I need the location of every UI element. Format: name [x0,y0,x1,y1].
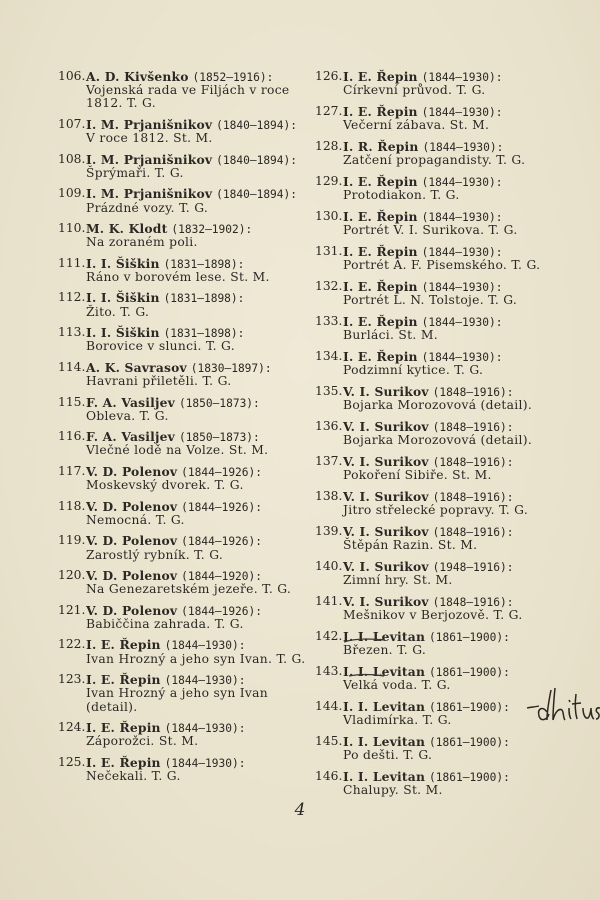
artist-name: I. E. Řepin [86,754,161,770]
artwork-title: Žito. T. G. [86,304,150,319]
catalog-entry [58,70,308,111]
catalog-entry [58,396,308,423]
artist-name: A. K. Savrasov [86,359,187,375]
artwork-title: Velká voda. T. G. [343,678,451,693]
catalog-entry [315,105,565,132]
entry-number: 141. [315,594,343,608]
artwork-title: Večerní zábava. St. M. [343,118,490,133]
artist-dates: (1831—1898): [163,327,245,341]
artist-name: I. I. Levitan [343,664,426,679]
artist-name: I. I. Levitan [343,699,426,714]
entry-number: 135. [315,384,343,398]
catalog-entry [58,361,308,388]
artist-name: I. E. Řepin [343,279,418,294]
page-number: 4 [294,800,306,820]
entry-number: 146. [315,769,343,783]
catalog-entry [58,118,308,145]
artist-name: V. I. Surikov [343,419,429,434]
entry-number: 109. [58,186,86,201]
artist-dates: (1848—1916): [432,386,514,399]
artist-dates: (1844—1930): [421,71,503,84]
artist-dates: (1830—1897): [190,361,272,375]
artist-dates: (1848—1916): [432,526,514,539]
artist-dates: (1844—1930): [164,674,246,688]
catalog-entry [58,534,308,561]
artist-name: I. I. Levitan [343,734,426,749]
catalog-entry [315,175,565,202]
artwork-title: Ivan Hrozný a jeho syn Ivan (detail). [86,686,269,714]
catalog-entry [315,735,565,762]
artist-dates: (1848—1916): [432,421,514,434]
catalog-entry [315,385,565,412]
artist-name: I. I. Levitan [343,769,426,784]
artist-dates: (1848—1916): [432,596,514,609]
artist-dates: (1844—1930): [422,141,504,154]
artist-dates: (1832—1902): [171,223,253,237]
artwork-title: Mešnikov v Berjozově. T. G. [343,608,523,623]
artist-dates: (1844—1926): [181,604,262,618]
artist-name: V. I. Surikov [343,559,429,574]
catalog-entry [58,187,308,214]
catalog-entry [315,770,565,797]
artist-name: F. A. Vasiljev [86,429,176,445]
artwork-title: Ráno v borovém lese. St. M. [86,269,270,284]
entry-number: 114. [58,359,86,374]
catalog-entry [315,245,565,272]
artist-dates: (1844—1930): [421,211,503,224]
entry-number: 115. [58,394,86,409]
entry-number: 134. [315,349,343,363]
catalog-entry [315,280,565,307]
artwork-title: Po dešti. T. G. [343,748,433,763]
pencil-strike-icon [343,636,385,644]
entry-number: 139. [315,524,343,538]
entry-number: 129. [315,174,343,188]
artist-name: I. I. Levitan [343,629,426,644]
artwork-title: Pokoření Sibiře. St. M. [343,468,492,483]
artist-name: I. E. Řepin [343,209,418,224]
artwork-title: Nemocná. T. G. [86,512,185,527]
catalog-entry [315,630,565,657]
artwork-title: Církevní průvod. T. G. [343,83,486,98]
catalog-entry [315,140,565,167]
handwritten-annotation [525,682,600,727]
artist-name: I. E. Řepin [86,637,161,653]
artist-name: I. E. Řepin [343,314,418,329]
catalog-entry [315,350,565,377]
artist-dates: (1844—1930): [164,639,246,653]
pencil-strike-icon [343,671,385,679]
catalog-entry [58,756,308,783]
artwork-title: Portrét V. I. Surikova. T. G. [343,223,518,238]
artist-dates: (1861—1900): [429,666,510,679]
artist-dates: (1840—1894): [216,153,297,167]
artist-name: F. A. Vasiljev [86,394,176,410]
artist-dates: (1844—1930): [421,281,503,294]
artist-name: I. E. Řepin [343,174,418,189]
artist-dates: (1840—1894): [216,188,297,202]
artist-name: V. I. Surikov [343,524,429,539]
entry-number: 128. [315,139,343,153]
entry-number: 116. [58,429,86,444]
artwork-title: Bojarka Morozovová (detail). [343,433,533,448]
entry-number: 133. [315,314,343,328]
artist-name: V. I. Surikov [343,489,429,504]
artist-dates: (1861—1900): [429,631,510,644]
artist-name: M. K. Klodt [86,221,168,237]
artist-dates: (1844—1920): [181,570,262,584]
artist-dates: (1861—1900): [429,701,510,714]
catalog-entry [58,673,308,714]
catalog-entry [58,430,308,457]
artist-dates: (1844—1930): [164,756,246,770]
artwork-title: Zarostlý rybník. T. G. [86,547,224,562]
artist-name: I. E. Řepin [343,104,418,119]
artwork-title: Na Genezaretském jezeře. T. G. [86,582,292,597]
entry-number: 142. [315,629,343,643]
artwork-title: Chalupy. St. M. [343,783,443,798]
artist-dates: (1831—1898): [163,257,245,271]
artwork-title: Havrani přiletěli. T. G. [86,374,232,389]
entry-number: 125. [58,754,86,769]
entry-number: 112. [58,290,86,305]
entry-number: 106. [58,69,86,83]
catalog-entry [58,153,308,180]
entry-number: 138. [315,489,343,503]
entry-number: 119. [58,533,86,548]
entry-number: 118. [58,498,86,513]
artwork-title: Portrét A. F. Pisemského. T. G. [343,258,541,273]
artwork-title: Vojenská rada ve Filjách v roce 1812. T. G. [86,83,290,111]
artwork-title: Na zoraném poli. [86,235,198,250]
entry-number: 110. [58,221,86,236]
artist-dates: (1861—1900): [429,736,510,749]
catalog-entry [315,455,565,482]
artist-dates: (1844—1930): [421,246,503,259]
entry-number: 121. [58,602,86,617]
artist-dates: (1850—1873): [178,431,260,445]
catalog-entry [58,500,308,527]
entry-number: 123. [58,672,86,687]
entry-number: 130. [315,209,343,223]
artist-dates: (1852—1916): [192,71,274,84]
entry-number: 124. [58,720,86,735]
catalog-entry [58,291,308,318]
entry-number: 120. [58,568,86,583]
catalog-entry [315,70,565,97]
artwork-title: Protodiakon. T. G. [343,188,460,203]
catalog-entry [58,638,308,665]
catalog-entry [315,420,565,447]
artist-name: V. D. Polenov [86,498,178,514]
catalog-entry [58,569,308,596]
entry-number: 137. [315,454,343,468]
artist-name: V. I. Surikov [343,454,429,469]
catalog-entry [315,490,565,517]
artist-dates: (1840—1894): [216,118,297,132]
artwork-title: Vladimírka. T. G. [343,713,452,728]
artist-name: I. R. Řepin [343,139,419,154]
artist-name: I. E. Řepin [343,69,418,84]
artist-name: I. M. Prjanišnikov [86,186,213,202]
artist-name: I. M. Prjanišnikov [86,116,213,132]
artist-name: A. D. Kivšenko [86,69,189,84]
artwork-title: Portrét L. N. Tolstoje. T. G. [343,293,518,308]
entry-number: 108. [58,151,86,166]
artist-dates: (1848—1916): [432,491,514,504]
catalog-entry [58,721,308,748]
entry-number: 140. [315,559,343,573]
artwork-title: Záporožci. St. M. [86,734,199,749]
catalog-entry [315,595,565,622]
artwork-title: Štěpán Razin. St. M. [343,538,478,553]
artist-dates: (1844—1926): [181,535,262,549]
artist-name: I. I. Šiškin [86,325,160,341]
artwork-title: Babiččina zahrada. T. G. [86,616,244,631]
entry-number: 107. [58,116,86,131]
entry-number: 132. [315,279,343,293]
catalog-entry [58,257,308,284]
artwork-title: Ivan Hrozný a jeho syn Ivan. T. G. [86,651,306,666]
artwork-title: Jitro střelecké popravy. T. G. [343,503,529,518]
artist-dates: (1844—1930): [421,106,503,119]
catalog-entry [58,222,308,249]
artist-dates: (1861—1900): [429,771,510,784]
catalog-entry [58,465,308,492]
artwork-title: Březen. T. G. [343,643,427,658]
artwork-title: Zimní hry. St. M. [343,573,453,588]
artist-dates: (1844—1930): [164,722,246,736]
artwork-title: Zatčení propagandisty. T. G. [343,153,526,168]
artwork-title: V roce 1812. St. M. [86,131,213,146]
catalog-entry [58,326,308,353]
artist-dates: (1948—1916): [432,561,514,574]
artist-dates: (1831—1898): [163,292,245,306]
entry-number: 144. [315,699,343,713]
artist-dates: (1844—1926): [181,465,262,479]
catalog-entry [315,210,565,237]
artwork-title: Burláci. St. M. [343,328,438,343]
artist-dates: (1844—1926): [181,500,262,514]
catalog-entry [315,315,565,342]
artist-name: I. E. Řepin [343,244,418,259]
artist-dates: (1844—1930): [421,316,503,329]
artwork-title: Vlečné lodě na Volze. St. M. [86,443,269,458]
entry-number: 122. [58,637,86,652]
artist-name: V. D. Polenov [86,533,178,549]
artist-name: I. E. Řepin [86,720,161,736]
entry-number: 143. [315,664,343,678]
artist-dates: (1848—1916): [432,456,514,469]
artist-name: V. D. Polenov [86,568,178,584]
artwork-title: Nečekali. T. G. [86,768,181,783]
artwork-title: Obleva. T. G. [86,408,169,423]
artist-name: V. D. Polenov [86,463,178,479]
artist-name: I. I. Šiškin [86,290,160,306]
artist-name: I. E. Řepin [86,672,161,688]
entry-number: 111. [58,255,86,270]
artist-dates: (1850—1873): [178,396,260,410]
catalog-entry [58,604,308,631]
artist-dates: (1844—1930): [421,351,503,364]
entry-number: 136. [315,419,343,433]
artwork-title: Prázdné vozy. T. G. [86,200,209,215]
entry-number: 145. [315,734,343,748]
artwork-title: Moskevský dvorek. T. G. [86,478,244,493]
artwork-title: Šprýmaři. T. G. [86,165,184,180]
artwork-title: Podzimní kytice. T. G. [343,363,484,378]
artist-name: I. I. Šiškin [86,255,160,271]
left-column [58,70,308,790]
entry-number: 131. [315,244,343,258]
artist-name: I. E. Řepin [343,349,418,364]
entry-number: 127. [315,104,343,118]
artist-name: V. D. Polenov [86,602,178,618]
artist-dates: (1844—1930): [421,176,503,189]
catalog-entry [315,525,565,552]
artist-name: I. M. Prjanišnikov [86,151,213,167]
artwork-title: Bojarka Morozovová (detail). [343,398,533,413]
artwork-title: Borovice v slunci. T. G. [86,339,235,354]
entry-number: 126. [315,69,343,83]
artist-name: V. I. Surikov [343,384,429,399]
entry-number: 113. [58,325,86,340]
entry-number: 117. [58,463,86,478]
artist-name: V. I. Surikov [343,594,429,609]
catalog-entry [315,560,565,587]
